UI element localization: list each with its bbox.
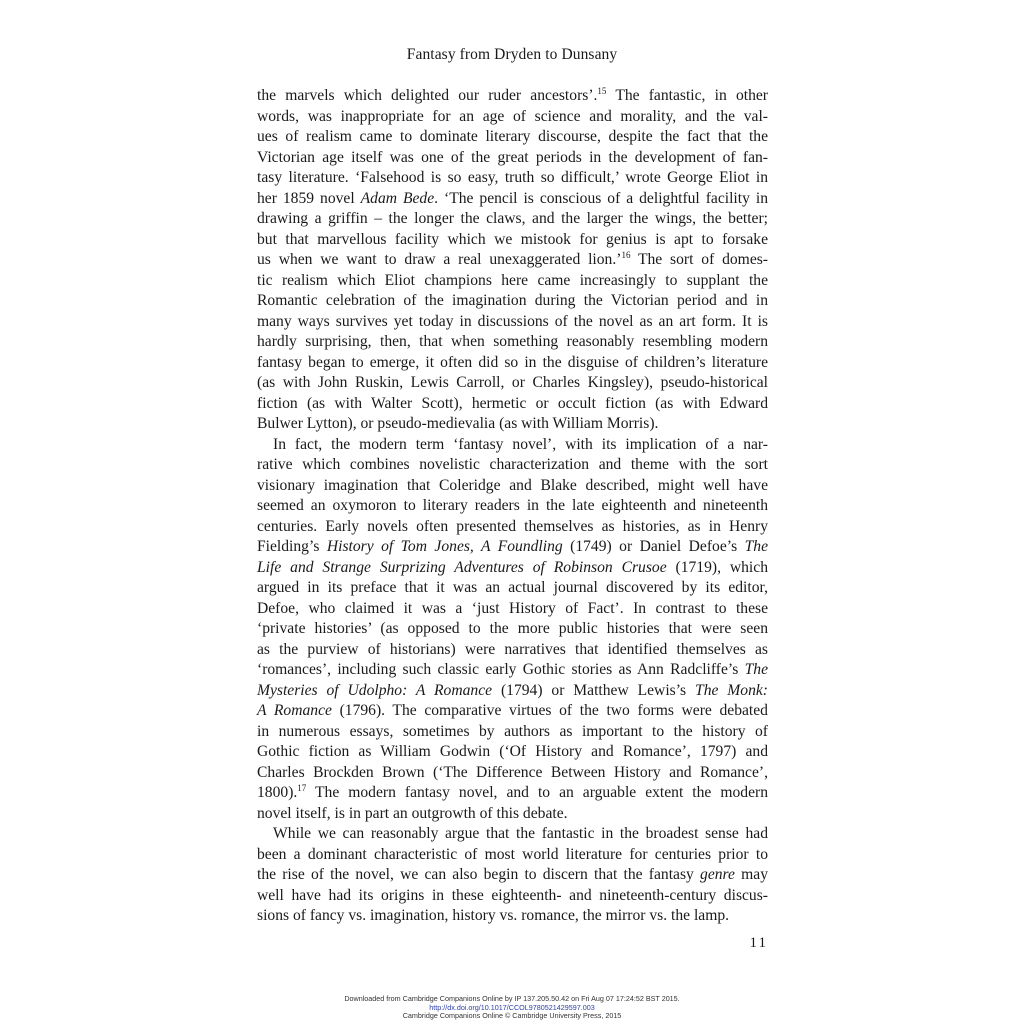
text-run: ues of realism came to dominate literary discourse, despite the fact that the [257,128,768,145]
body-text [257,86,768,927]
text-run: argued in its preface that it was an actual journal discovered by its editor, [257,579,768,596]
paragraph [257,435,768,825]
text-run: The sort of domes- [630,251,768,268]
text-line [257,189,768,210]
text-run: Fielding’s [257,538,327,555]
text-run: her 1859 novel [257,189,361,207]
text-run: but that marvellous facility which we mistook for genius is apt to forsake [257,230,768,248]
text-line [257,107,768,128]
text-line [257,496,768,517]
text-line [257,127,768,148]
text-run: fantasy began to emerge, it often did so in the disguise of children’s literature [257,353,768,371]
text-run: tic realism which Eliot champions here came increasingly to supplant the [257,271,768,289]
text-run: Defoe, who claimed it was a ‘just History of Fact’. In contrast to these [257,599,768,617]
text-line [257,455,768,476]
text-line [257,824,768,845]
text-line [257,148,768,169]
text-run: us when we want to draw a real unexaggerated lion.’ [257,251,622,268]
text-line [257,845,768,866]
text-run: rative which combines novelistic characterization and theme with the sort [257,456,768,473]
text-run: Victorian age itself was one of the great periods in the development of fan- [257,148,768,166]
text-run: ‘private histories’ (as opposed to the more public histories that were seen [257,620,768,637]
italic-title: The [744,538,768,555]
footer-download-line: Downloaded from Cambridge Companions Online by IP 137.205.50.42 on Fri Aug 07 17:24:52 BST 2015. [344,994,680,1003]
text-run: Gothic fiction as William Godwin (‘Of History and Romance’, 1797) and [257,743,768,760]
italic-title: The [744,661,768,678]
text-run: In fact, the modern term ‘fantasy novel’, with its implication of a nar- [273,435,768,453]
text-line [257,578,768,599]
text-line [257,517,768,538]
text-line [257,537,768,558]
text-run: hardly surprising, then, that when something reasonably resembling modern [257,333,768,350]
text-run: may [734,866,769,883]
text-run: While we can reasonably argue that the fantastic in the broadest sense had [273,825,768,842]
italic-title: Adam Bede [360,189,435,207]
text-line [257,886,768,907]
text-line [257,414,768,435]
text-line [257,599,768,620]
text-line [257,86,768,107]
text-run: as the purview of historians) were narratives that identified themselves as [257,640,768,658]
text-line [257,619,768,640]
italic-title: genre [700,866,735,883]
text-line [257,373,768,394]
footer-doi-link[interactable]: http://dx.doi.org/10.1017/CCOL9780521429597.003 [429,1002,595,1012]
text-run: words, was inappropriate for an age of science and morality, and the val- [257,107,768,125]
download-footer [0,995,1024,1021]
text-line [257,209,768,230]
text-run: 1800). [257,784,298,801]
text-line [257,701,768,722]
italic-title: A Romance [257,702,332,719]
paragraph [257,824,768,927]
text-line [257,558,768,579]
text-line [257,312,768,333]
text-line [257,763,768,784]
text-line [257,681,768,702]
paragraph [257,86,768,435]
text-line [257,230,768,251]
text-run: Charles Brockden Brown (‘The Difference Between History and Romance’, [257,763,768,781]
text-run: The modern fantasy novel, and to an arguable extent the modern [306,784,768,801]
text-line [257,476,768,497]
text-run: The fantastic, in other [606,87,768,104]
text-line [257,332,768,353]
footnote-reference[interactable]: 17 [297,783,307,793]
text-line [257,742,768,763]
text-run: tasy literature. ‘Falsehood is so easy, truth so difficult,’ wrote George Eliot in [257,169,768,186]
text-run: seemed an oxymoron to literary readers in the late eighteenth and nineteenth [257,497,768,514]
text-run: in numerous essays, sometimes by authors as important to the history of [257,722,768,740]
text-run: been a dominant characteristic of most world literature for centuries prior to [257,845,768,863]
italic-title: History of Tom Jones, A Foundling [326,538,563,555]
text-run: (1749) or Daniel Defoe’s [562,538,745,555]
text-run: sions of fancy vs. imagination, history vs. romance, the mirror vs. the lamp. [257,907,730,924]
text-run: (1796). The comparative virtues of the two forms were debated [331,702,768,719]
text-line [257,804,768,825]
text-run: Bulwer Lytton), or pseudo-medievalia (as with William Morris). [257,415,659,432]
text-line [257,435,768,456]
text-line [257,865,768,886]
text-line [257,906,768,927]
text-line [257,640,768,661]
text-line [257,271,768,292]
text-line [257,660,768,681]
text-run: centuries. Early novels often presented themselves as histories, as in Henry [257,517,768,535]
text-run: fiction (as with Walter Scott), hermetic or occult fiction (as with Edward [257,394,768,412]
text-line [257,722,768,743]
text-run: many ways survives yet today in discussions of the novel as an art form. It is [257,312,768,330]
text-line [257,250,768,271]
text-line [257,168,768,189]
text-run: (1794) or Matthew Lewis’s [492,681,696,699]
footnote-reference[interactable]: 16 [621,250,631,260]
text-run: (1719), which [666,558,768,576]
text-line [257,783,768,804]
text-line [257,394,768,415]
text-run: (as with John Ruskin, Lewis Carroll, or Charles Kingsley), pseudo-historical [257,374,768,391]
text-line [257,353,768,374]
italic-title: The Monk: [695,681,768,699]
running-head: Fantasy from Dryden to Dunsany [406,46,618,63]
text-run: well have had its origins in these eighteenth- and nineteenth-century discus- [257,886,768,904]
text-run: Romantic celebration of the imagination during the Victorian period and in [257,292,768,309]
text-run: . ‘The pencil is conscious of a delightful facility in [434,189,768,207]
footnote-reference[interactable]: 15 [597,86,607,96]
text-run: the marvels which delighted our ruder ancestors’. [257,87,598,104]
text-line [257,291,768,312]
text-run: drawing a griffin – the longer the claws, and the larger the wings, the better; [257,210,768,227]
page-number: 11 [749,935,768,951]
italic-title: Life and Strange Surprizing Adventures of Robinson Crusoe [257,558,667,576]
text-run: ‘romances’, including such classic early Gothic stories as Ann Radcliffe’s [257,661,745,678]
text-run: novel itself, is in part an outgrowth of this debate. [257,804,568,822]
italic-title: Mysteries of Udolpho: A Romance [257,681,493,699]
footer-copyright-line: Cambridge Companions Online © Cambridge University Press, 2015 [402,1011,622,1021]
text-run: the rise of the novel, we can also begin to discern that the fantasy [257,866,701,883]
text-run: visionary imagination that Coleridge and Blake described, might well have [257,476,768,494]
